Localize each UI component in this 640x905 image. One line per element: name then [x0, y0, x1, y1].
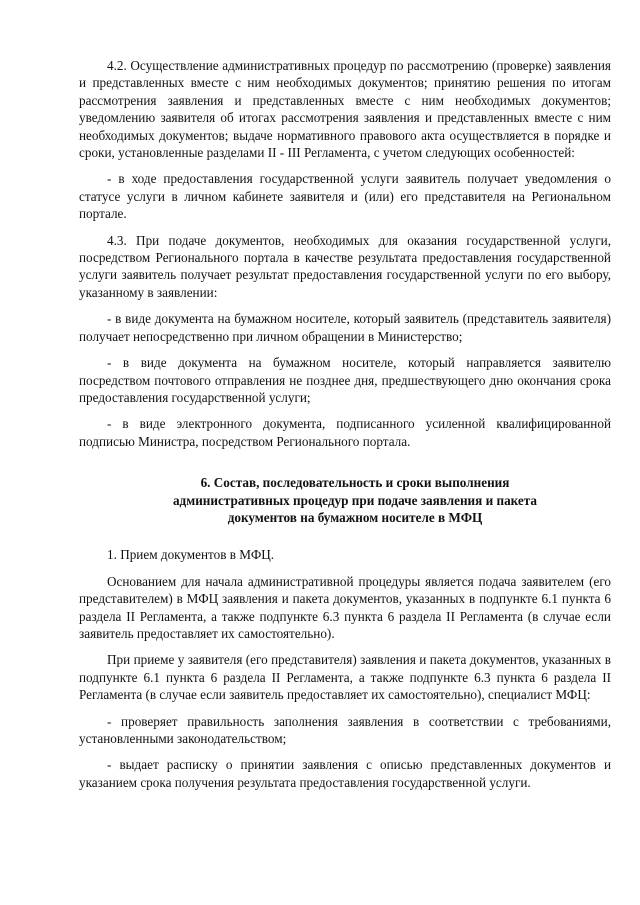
- paragraph-status-notice: - в ходе предоставления государственной услуги заявитель получает уведомления о статусе услуги в личном кабинете заявителя и (или) его представителя на Региональном портале.: [79, 171, 611, 222]
- paragraph-receipt: - выдает расписку о принятии заявления с описью представленных документов и указанием срока получения результата предоставления государственной услуги.: [79, 757, 611, 790]
- paragraph-4-2: 4.2. Осуществление административных процедур по рассмотрению (проверке) заявления и представленных вместе с ним необходимых документов; принятию решения по итогам рассмотрения заявления и представленных вместе с ним необходимых документов; уведомлению заявителя об итогах рассмотрения заявления и представленных вместе с ним необходимых документов; выдаче нормативного правового акта осуществляется в порядке и сроки, установленные разделами II - III Регламента, с учетом следующих особенностей:: [79, 58, 611, 161]
- section-heading-line: документов на бумажном носителе в МФЦ: [227, 509, 483, 525]
- section-heading-line: административных процедур при подаче заявления и пакета: [172, 492, 538, 508]
- document-page: [79, 57, 611, 791]
- paragraph-item-1: 1. Прием документов в МФЦ.: [107, 547, 275, 563]
- paragraph-paper-personal: - в виде документа на бумажном носителе, который заявитель (представитель заявителя) получает непосредственно при личном обращении в Министерство;: [79, 311, 611, 344]
- paragraph-reception: При приеме у заявителя (его представителя) заявления и пакета документов, указанных в подпункте 6.1 пункта 6 раздела II Регламента, а также подпункте 6.3 пункта 6 раздела II Регламента (в случае если заявитель предоставляет их самостоятельно), специалист МФЦ:: [79, 652, 611, 703]
- paragraph-basis: Основанием для начала административной процедуры является подача заявителем (его представителем) в МФЦ заявления и пакета документов, указанных в подпункте 6.1 пункта 6 раздела II Регламента, а также подпункте 6.3 пункта 6 раздела II Регламента (в случае если заявитель предоставляет их самостоятельно).: [79, 573, 611, 641]
- paragraph-paper-mail: - в виде документа на бумажном носителе, который направляется заявителю посредством почтового отправления не позднее дня, предшествующего дню окончания срока предоставления государственной услуги;: [79, 355, 611, 405]
- paragraph-electronic: - в виде электронного документа, подписанного усиленной квалифицированной подписью Министра, посредством Регионального портала.: [79, 416, 611, 449]
- section-heading: [79, 474, 611, 526]
- paragraph-check: - проверяет правильность заполнения заявления в соответствии с требованиями, установленными законодательством;: [79, 713, 611, 746]
- paragraph-4-3: 4.3. При подаче документов, необходимых для оказания государственной услуги, посредством Регионального портала в качестве результата предоставления государственной услуги заявитель получает результат предоставления государственной услуги по его выбору, указанному в заявлении:: [79, 232, 611, 300]
- section-heading-line: 6. Состав, последовательность и сроки выполнения: [200, 475, 510, 491]
